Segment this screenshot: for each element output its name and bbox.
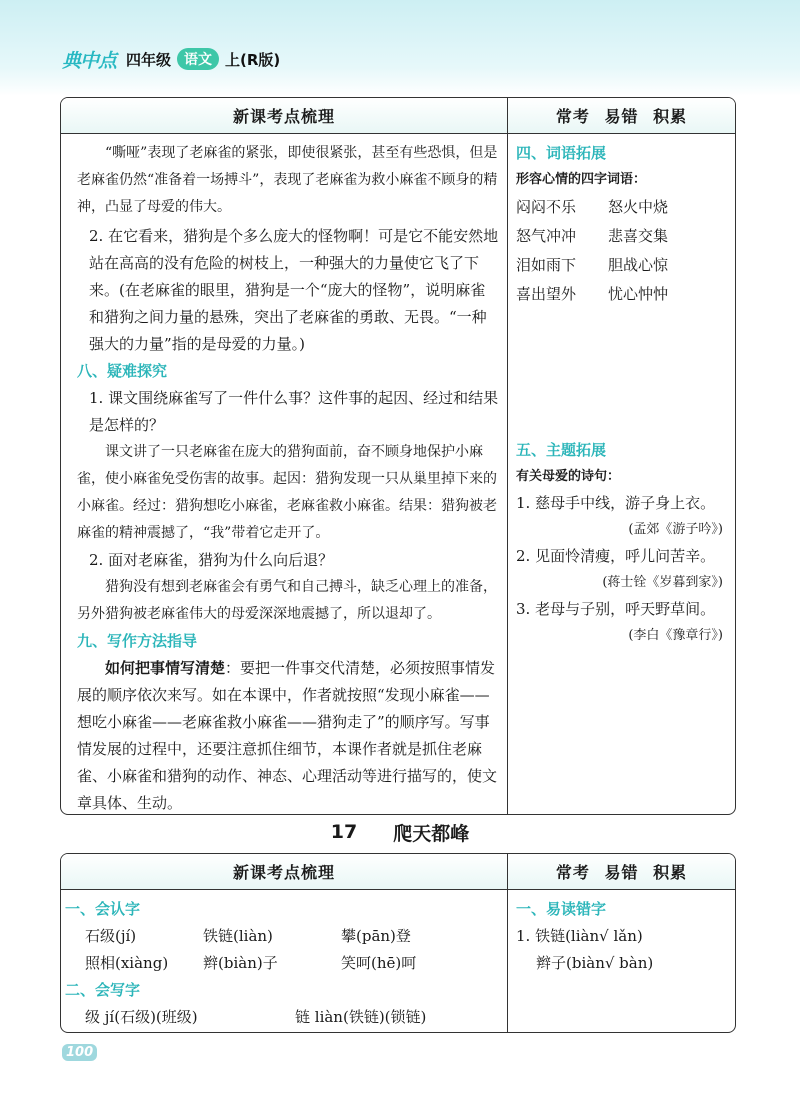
notes-table-1 <box>60 97 736 815</box>
char-item: 笑呵(hē)呵 <box>341 954 417 972</box>
writing-guide-text: ：要把一件事交代清楚，必须按照事情发展的顺序依次来写。如在本课中，作者就按照“发现小麻雀——想吃小麻雀——老麻雀救小麻雀——猎狗走了”的顺序写。写事情发展的过程中，还要注意抓住细节，本课作者就是抓住老麻雀、小麻雀和猎狗的动作、神态、心理活动等进行描写的，使文章具体、生动。 <box>77 659 498 812</box>
section-title: 一、易读错字 <box>516 900 607 918</box>
idiom: 泪如雨下 <box>516 256 577 274</box>
char-row <box>65 1004 499 1031</box>
idiom: 忧心忡忡 <box>608 285 669 303</box>
idiom: 悲喜交集 <box>608 227 669 245</box>
page-number: 100 <box>62 1044 97 1061</box>
write-item: 级 jí(石级)(班级) <box>85 1008 198 1026</box>
char-item: 石级(jí) <box>85 927 137 945</box>
char-row <box>65 950 499 977</box>
right-column <box>508 134 735 814</box>
section-title: 四、词语拓展 <box>516 144 607 162</box>
left-column <box>61 890 508 1032</box>
char-item: 照相(xiàng) <box>85 954 169 972</box>
question-item: 2. 面对老麻雀，猎狗为什么向后退？ <box>89 551 334 569</box>
poem-source: (李白《豫章行》) <box>628 628 723 643</box>
right-column-title: 常考 易错 积累 <box>555 107 688 126</box>
idiom: 闷闷不乐 <box>516 198 577 216</box>
table-header <box>61 854 735 890</box>
table-header <box>61 98 735 134</box>
poem-line: 3. 老母与子别，呼天野草间。 <box>516 600 716 618</box>
section-title: 二、会写字 <box>65 981 141 999</box>
left-column-title: 新课考点梳理 <box>61 854 508 889</box>
subject-badge: 语文 <box>177 48 219 70</box>
lesson-name: 爬天都峰 <box>393 822 470 845</box>
writing-guide-heading: 如何把事情写清楚 <box>105 659 226 677</box>
left-column-title: 新课考点梳理 <box>61 98 508 133</box>
right-column <box>508 890 735 1032</box>
poem-source: (蒋士铨《岁暮到家》) <box>602 575 723 590</box>
question-item: 2. 在它看来，猎狗是个多么庞大的怪物啊！可是它不能安然地站在高高的没有危险的树枝上，一种强大的力量使它飞了下来。(在老麻雀的眼里，猎狗是一个“庞大的怪物”，说明麻雀和猎狗之间力量的悬殊，突出了老麻雀的勇敢、无畏。“一种强大的力量”指的是母爱的力量。) <box>89 227 499 353</box>
idiom: 怒火中烧 <box>608 198 669 216</box>
subheading: 有关母爱的诗句： <box>516 469 621 484</box>
write-item: 链 liàn(铁链)(锁链) <box>295 1008 427 1026</box>
idiom: 怒气冲冲 <box>516 227 577 245</box>
idiom: 喜出望外 <box>516 285 577 303</box>
section-title: 一、会认字 <box>65 900 141 918</box>
char-item: 攀(pān)登 <box>341 927 411 945</box>
page-header <box>62 46 280 72</box>
answer-text: 课文讲了一只老麻雀在庞大的猎狗面前，奋不顾身地保护小麻雀，使小麻雀免受伤害的故事。起因：猎狗发现一只从巢里掉下来的小麻雀。经过：猎狗想吃小麻雀，老麻雀救小麻雀。结果：猎狗被老麻雀的精神震撼了，“我”带着它走开了。 <box>77 444 497 541</box>
edition-label: 上(R版) <box>225 50 281 69</box>
char-row <box>65 923 499 950</box>
subheading: 形容心情的四字词语： <box>516 172 647 187</box>
notes-table-2 <box>60 853 736 1033</box>
lesson-number: 17 <box>330 821 358 843</box>
char-item: 铁链(liàn) <box>203 927 273 945</box>
poem-source: (孟郊《游子吟》) <box>628 522 723 537</box>
poem-line: 2. 见面怜清瘦，呼儿问苦辛。 <box>516 547 716 565</box>
answer-text: “嘶哑”表现了老麻雀的紧张，即使很紧张，甚至有些恐惧，但是老麻雀仍然“准备着一场搏斗”，表现了老麻雀为救小麻雀不顾身的精神，凸显了母爱的伟大。 <box>77 145 498 215</box>
idiom-list <box>516 193 729 309</box>
section-title: 八、疑难探究 <box>77 362 168 380</box>
question-item: 1. 课文围绕麻雀写了一件什么事？这件事的起因、经过和结果是怎样的？ <box>89 389 499 434</box>
grade-label: 四年级 <box>126 50 172 69</box>
misread-item: 1. 铁链(liàn√ lǎn) <box>516 927 643 945</box>
lesson-title <box>0 816 800 848</box>
left-column <box>61 134 508 814</box>
right-column-title: 常考 易错 积累 <box>555 863 688 882</box>
brand-logo: 典中点 <box>62 49 117 72</box>
section-title: 九、写作方法指导 <box>77 632 198 650</box>
idiom: 胆战心惊 <box>608 256 669 274</box>
poem-line: 1. 慈母手中线，游子身上衣。 <box>516 494 716 512</box>
answer-text: 猎狗没有想到老麻雀会有勇气和自己搏斗，缺乏心理上的准备，另外猎狗被老麻雀伟大的母爱深深地震撼了，所以退却了。 <box>77 579 497 622</box>
section-title: 五、主题拓展 <box>516 441 607 459</box>
char-item: 辫(biàn)子 <box>203 954 278 972</box>
writing-guide <box>77 655 499 815</box>
misread-item: 辫子(biàn√ bàn) <box>536 954 654 972</box>
